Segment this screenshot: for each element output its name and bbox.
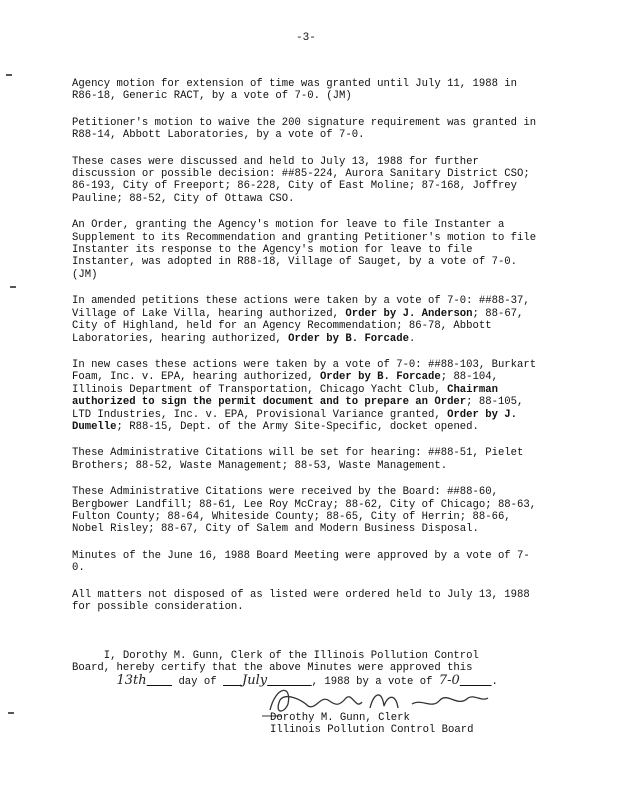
paragraph-text: An Order, granting the Agency's motion for leave to file Instanter a Supplement to its Recommendation and granting Petitioner's motion to file Instanter its response to the Agency's motion for leave to file Instanter, was adopted in R88-18, Village of Sauget, by a vote of 7-0. (JM) (72, 219, 537, 281)
scan-mark (6, 74, 12, 76)
paragraph-text: ; R88-15, Dept. of the Army Site-Specific, docket opened. (116, 420, 479, 433)
minutes-paragraph (72, 359, 542, 433)
bold-order-text: Order by J. Anderson (345, 307, 473, 320)
bold-order-text: Order by B. Forcade (319, 371, 441, 384)
handwritten-day: 13th (116, 672, 147, 688)
day-label: day of (178, 675, 217, 688)
paragraph-text: ; 88-104, Illinois Department of Transportation, Chicago Yacht Club, (72, 371, 498, 396)
certification-line-3: 13th day of July , 1988 by a vote of 7-0 . (116, 672, 498, 688)
certification-line-2: Board, hereby certify that the above Minutes were approved this (72, 662, 473, 675)
bold-order-text: Order by J. Dumelle (72, 408, 518, 433)
scan-mark (8, 712, 14, 714)
handwritten-vote: 7-0 (438, 672, 460, 688)
minutes-body (72, 78, 542, 627)
paragraph-text: In amended petitions these actions were taken by a vote of 7-0: ##88-37, Village of Lake Villa, hearing authorized, (72, 295, 530, 320)
bold-order-text: Chairman authorized to sign the permit document and to prepare an Order (72, 383, 498, 409)
minutes-paragraph (72, 486, 542, 536)
minutes-paragraph (72, 295, 542, 345)
certification-line-1: I, Dorothy M. Gunn, Clerk of the Illinois Pollution Control (72, 650, 479, 662)
paragraph-text: Minutes of the June 16, 1988 Board Meeting were approved by a vote of 7-0. (72, 549, 530, 575)
minutes-paragraph (72, 447, 542, 472)
year-text: , 1988 by a vote of (311, 675, 433, 688)
paragraph-text: These Administrative Citations were received by the Board: ##88-60, Bergbower Landfill; 88-61, Lee Roy McCray; 88-62, City of Chicago; 88-63, Fulton County; 88-64, Whiteside County; 88-65, City of Herrin; 88-66, Nobel Risley; 88-67, City of Salem and Modern Business Disposal. (72, 486, 537, 536)
scan-mark (10, 286, 16, 288)
minutes-paragraph (72, 589, 542, 614)
page-number: -3- (296, 32, 316, 44)
minutes-paragraph (72, 156, 542, 206)
paragraph-text: These Administrative Citations will be set for hearing: ##88-51, Pielet Brothers; 88-52, Waste Management; 88-53, Waste Management. (72, 447, 524, 472)
paragraph-text: ; 88-105, LTD Industries, Inc. v. EPA, Provisional Variance granted, (72, 396, 524, 421)
signer-organization: Illinois Pollution Control Board (270, 724, 474, 737)
signer-block (270, 712, 473, 737)
bold-order-text: Order by B. Forcade (288, 332, 409, 345)
minutes-paragraph (72, 550, 542, 575)
paragraph-text: All matters not disposed of as listed were ordered held to July 13, 1988 for possible consideration. (72, 588, 530, 613)
paragraph-text: In new cases these actions were taken by a vote of 7-0: ##88-103, Burkart Foam, Inc. v. EPA, hearing authorized, (72, 358, 537, 384)
signer-name: Dorothy M. Gunn, Clerk (270, 712, 410, 724)
minutes-paragraph (72, 117, 542, 142)
minutes-paragraph (72, 78, 542, 103)
paragraph-text: These cases were discussed and held to July 13, 1988 for further discussion or possible decision: ##85-224, Aurora Sanitary District CSO; 86-193, City of Freeport; 86-228, City of East Moline; 87-168, Joffrey Pauline; 88-52, City of Ottawa CSO. (72, 155, 530, 205)
paragraph-text: . (408, 332, 416, 345)
paragraph-text: Petitioner's motion to waive the 200 signature requirement was granted in R88-14, Abbott Laboratories, by a vote of 7-0. (72, 116, 537, 142)
handwritten-month: July (242, 672, 268, 688)
paragraph-text: Agency motion for extension of time was granted until July 11, 1988 in R86-18, Generic RACT, by a vote of 7-0. (JM) (72, 78, 518, 103)
paragraph-text: ; 88-67, City of Highland, held for an Agency Recommendation; 86-78, Abbott Laboratories, hearing authorized, (72, 307, 524, 345)
minutes-paragraph (72, 219, 542, 281)
